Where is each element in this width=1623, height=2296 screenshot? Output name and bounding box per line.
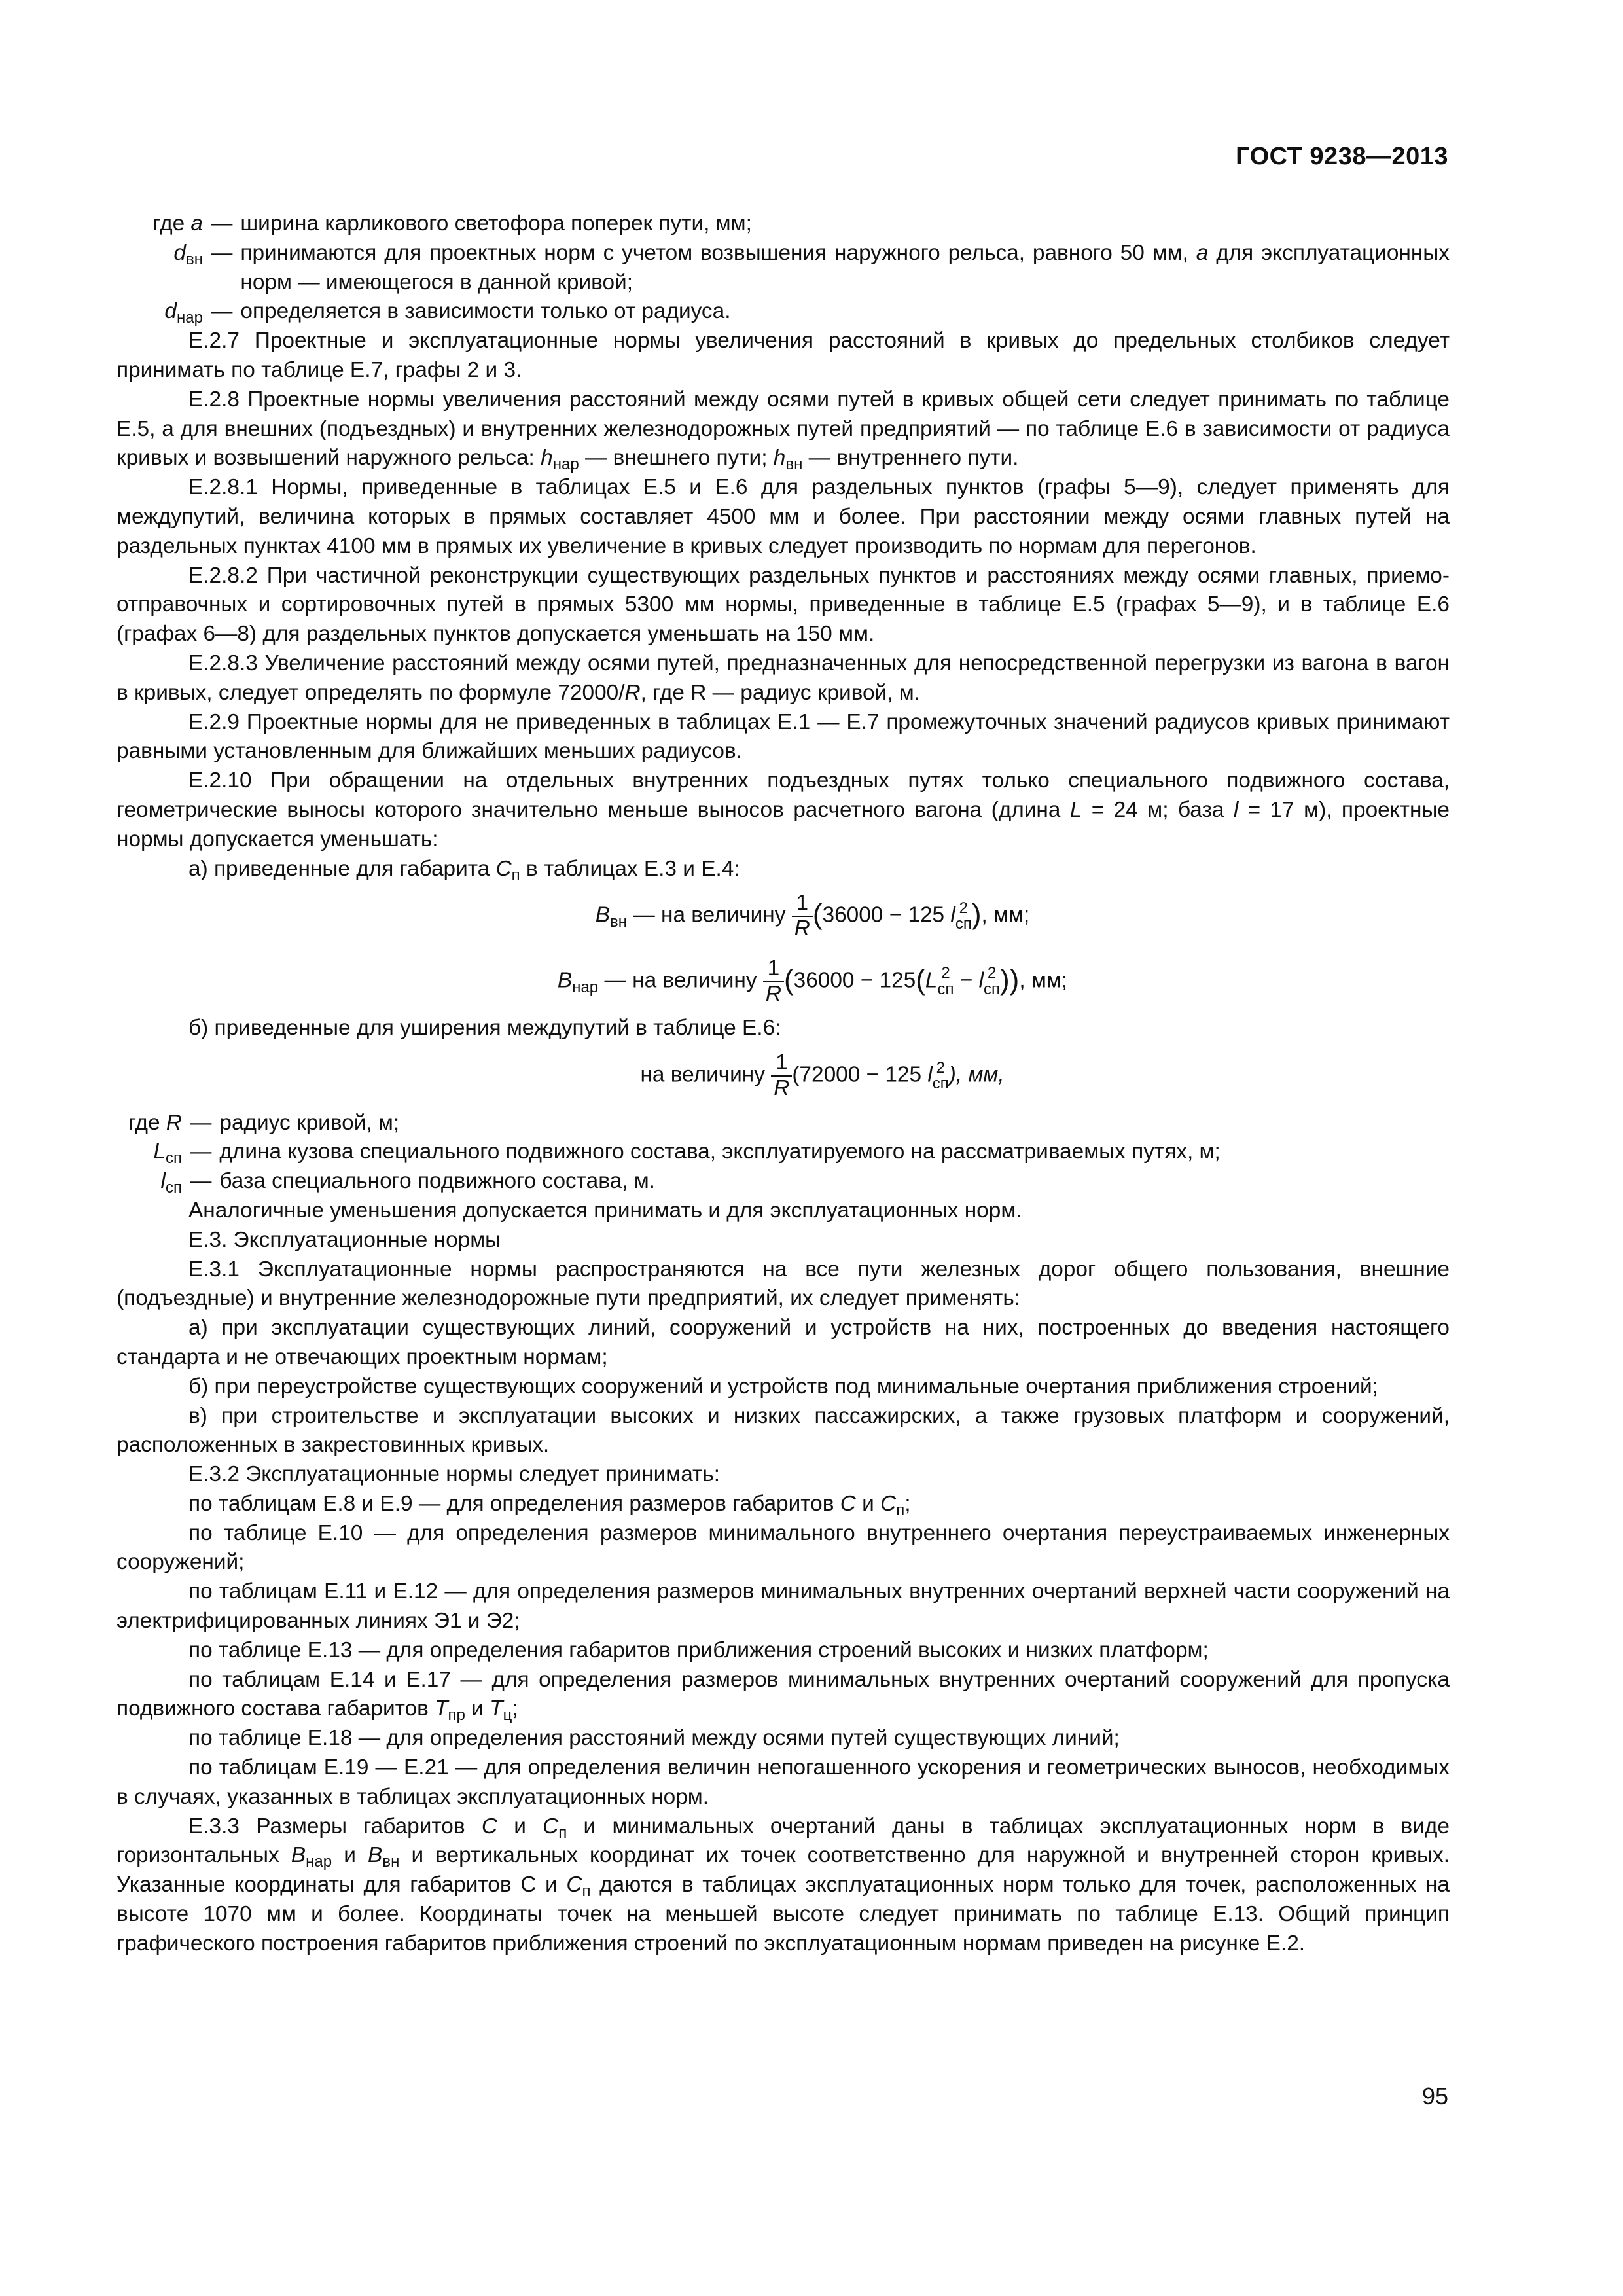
formula-spacing: на величину $\frac{1}{R}$ (72000 − 125 l 2 сп ), мм, [640,1050,1005,1100]
document-header-title: ГОСТ 9238—2013 [1236,143,1448,170]
where-item-dvn: $d_{вн}$ — принимаются для проектных норм с учетом возвышения наружного рельса, равного 50 мм, a для эксплуатационных норм — имеющегося в данной кривой; [173,240,1450,295]
document-body [116,209,1450,1959]
section-heading-e3: Е.3. Эксплуатационные нормы [188,1227,501,1252]
where-item-a: где a — ширина карликового светофора поперек пути, мм; [152,211,752,236]
page-number: 95 [1421,2083,1448,2109]
paragraph-e228: Е.2.8 Проектные нормы увеличения расстояний между осями путей в кривых общей сети следует принимать по таблице Е.5, а для внешних (подъездных) и внутренних железнодорожных путей предприятий — по таблице Е.6 в зависимости от радиуса кривых и возвышений наружного рельса: $h_{нар}$ — внешнего пути; $h_{вн}$ — внутреннего пути. [116,387,1450,474]
paragraph-e33: Е.3.3 Размеры габаритов C и $C_п$ и минимальных очертаний даны в таблицах эксплуатационных норм в виде горизонтальных $B_{нар}$ и $B_{вн}$ и вертикальных координат их точек соответственно для наружной и внутренней сторон кривых. Указанные координаты для габаритов С и $C_п$ даются в таблицах эксплуатационных норм только для точек, расположенных на высоте 1070 мм и более. Координаты точек на меньшей высоте следует принимать по таблице Е.13. Общий принцип графического построения габаритов приближения строений по эксплуатационным нормам приведен на рисунке Е.2. [116,1814,1450,1956]
paragraph-e31b: б) при переустройстве существующих сооружений и устройств под минимальные очертания приближения строений; [188,1374,1378,1399]
formula-bvn: $B_{вн}$ — на величину $\frac{1}{R}$ (36000 − 125 l 2 сп ), мм; [595,891,1030,941]
paragraph-e2281: Е.2.8.1 Нормы, приведенные в таблицах Е.5 и Е.6 для раздельных пунктов (графы 5—9), следует применять для междупутий, величина которых в прямых составляет 4500 мм и более. При расстоянии между осями главных путей на раздельных пунктах 4100 мм в прямых их увеличение в кривых следует производить по нормам для перегонов. [116,475,1450,558]
where-item-lsp-base: $l_{сп}$ — база специального подвижного состава, м. [160,1169,655,1197]
paragraph-e32-item7: по таблицам Е.19 — Е.21 — для определения величин непогашенного ускорения и геометрических выносов, необходимых в случаях, указанных в таблицах эксплуатационных норм. [116,1755,1450,1809]
paragraph-e31a: а) при эксплуатации существующих линий, сооружений и устройств на них, построенных до введения настоящего стандарта и не отвечающих проектным нормам; [116,1316,1450,1369]
paragraph-analog: Аналогичные уменьшения допускается принимать и для эксплуатационных норм. [188,1198,1022,1223]
paragraph-e32-item6: по таблице Е.18 — для определения расстояний между осями путей существующих линий; [188,1726,1120,1751]
paragraph-e32-item3: по таблицам Е.11 и Е.12 — для определения размеров минимальных внутренних очертаний верхней части сооружений на электрифицированных линиях Э1 и Э2; [116,1579,1450,1634]
paragraph-e2283: Е.2.8.3 Увеличение расстояний между осями путей, предназначенных для непосредственной перегрузки из вагона в вагон в кривых, следует определять по формуле 72000/R, где R — радиус кривой, м. [116,651,1450,705]
paragraph-e32: Е.3.2 Эксплуатационные нормы следует принимать: [188,1462,721,1487]
paragraph-e32-item5: по таблицам Е.14 и Е.17 — для определения размеров минимальных внутренних очертаний сооружений для пропуска подвижного состава габаритов $T_{пр}$ и $T_ц$; [116,1667,1450,1725]
paragraph-e31: Е.3.1 Эксплуатационные нормы распространяются на все пути железных дорог общего пользования, внешние (подъездные) и внутренние железнодорожные пути предприятий, их следует применять: [116,1257,1450,1311]
paragraph-e2282: Е.2.8.2 При частичной реконструкции существующих раздельных пунктов и расстояниях между осями главных, приемо-отправочных и сортировочных путей в прямых 5300 мм нормы, приведенные в таблице Е.5 (графах 5—9), и в таблице Е.6 (графах 6—8) для раздельных пунктов допускается уменьшать на 150 мм. [116,563,1450,647]
paragraph-e227: Е.2.7 Проектные и эксплуатационные нормы увеличения расстояний в кривых до предельных столбиков следует принимать по таблице Е.7, графы 2 и 3. [116,329,1450,382]
formula-bnar: $B_{нар}$ — на величину $\frac{1}{R}$ (36000 − 125(L 2 сп − l 2 сп )), мм; [557,956,1068,1006]
where-item-r: где R — радиус кривой, м; [128,1110,400,1135]
paragraph-e32-item1: по таблицам Е.8 и Е.9 — для определения размеров габаритов C и $C_п$; [188,1491,911,1520]
paragraph-e32-item4: по таблице Е.13 — для определения габаритов приближения строений высоких и низких платформ; [188,1638,1209,1662]
paragraph-item-b: б) приведенные для уширения междупутий в таблице Е.6: [188,1016,781,1041]
where-item-dnar: $d_{нар}$ — определяется в зависимости только от радиуса. [164,299,731,327]
paragraph-e32-item2: по таблице Е.10 — для определения размеров минимального внутреннего очертания переустраиваемых инженерных сооружений; [116,1520,1450,1575]
paragraph-item-a: а) приведенные для габарита $C_п$ в таблицах Е.3 и Е.4: [188,856,740,884]
where-item-lsp-length: $L_{сп}$ — длина кузова специального подвижного состава, эксплуатируемого на рассматриваемых путях, м; [153,1139,1221,1168]
paragraph-e2210: Е.2.10 При обращении на отдельных внутренних подъездных путях только специального подвижного состава, геометрические выносы которого значительно меньше выносов расчетного вагона (длина L = 24 м; база l = 17 м), проектные нормы допускается уменьшать: [116,768,1450,852]
paragraph-e31c: в) при строительстве и эксплуатации высоких и низких пассажирских, а также грузовых платформ и сооружений, расположенных в закрестовинных кривых. [116,1403,1450,1458]
paragraph-e229: Е.2.9 Проектные нормы для не приведенных в таблицах Е.1 — Е.7 промежуточных значений радиусов кривых принимают равными установленным для ближайших меньших радиусов. [116,709,1450,764]
